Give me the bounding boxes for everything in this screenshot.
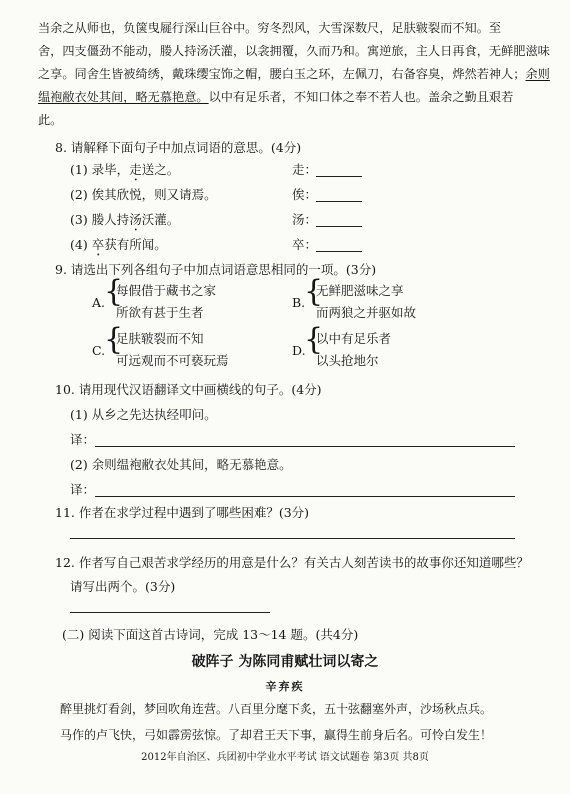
q8-item-2 <box>70 185 217 203</box>
q8-answer-blank-4[interactable] <box>316 251 362 252</box>
poem-line-1: 醉里挑灯看剑，梦回吹角连营。八百里分麾下炙，五十弦翻塞外声，沙场秋点兵。 <box>60 702 493 716</box>
q9-option-a-label[interactable]: A. <box>92 295 106 310</box>
q9-option-a-brace: { <box>104 274 124 309</box>
q9-option-d-label[interactable]: D. <box>292 343 306 358</box>
q8-key-1: 走： <box>292 162 318 177</box>
q10-stem: 10. 请用现代汉语翻译文中画横线的句子。(4分) <box>55 382 322 397</box>
q12-stem-2: 请写出两个。(3分) <box>70 579 176 594</box>
passage-line-2: 舍，四支僵劲不能动，媵人持汤沃灌，以衾拥覆，久而乃和。寓逆旅，主人日再食，无鲜肥滋味 <box>38 44 550 58</box>
q9-option-a-line2: 所欲有甚于生者 <box>116 305 204 320</box>
poem-line-2: 马作的卢飞快，弓如霹雳弦惊。了却君王天下事，赢得生前身后名。可怜白发生！ <box>60 728 493 742</box>
q8-item-1 <box>70 160 179 184</box>
q11-stem: 11. 作者在求学过程中遇到了哪些困难？(3分) <box>55 505 310 520</box>
q10-sentence-2: (2) 余则缊袍敝衣处其间，略无慕艳意。 <box>70 457 292 472</box>
q8-item-3-pre: (3) 媵人持 <box>70 212 130 227</box>
passage-line-3-text: 之享。同舍生皆被绮绣，戴珠缨宝饰之帽，腰白玉之环，左佩刀，右备容臭，烨然若神人； <box>38 67 526 81</box>
q8-stem: 8. 请解释下面句子中加点词语的意思。(4分) <box>55 140 302 155</box>
q10-sentence-1: (1) 从乡之先达执经叩问。 <box>70 407 217 422</box>
q8-item-4 <box>70 235 167 259</box>
q9-option-c-label[interactable]: C. <box>92 343 106 358</box>
q8-item-4-dotted: 卒 <box>91 237 105 252</box>
q9-option-d-brace: { <box>304 322 324 357</box>
q9-option-b-line1: 无鲜肥滋味之享 <box>316 283 404 298</box>
q9-stem: 9. 请选出下列各组句子中加点词语意思相同的一项。(3分) <box>55 262 377 277</box>
q11-answer-line[interactable] <box>70 538 515 539</box>
q8-key-3: 汤： <box>292 212 318 227</box>
q8-item-2-text: (2) 俟其欣悦，则又请焉。 <box>70 187 217 202</box>
q12-stem: 12. 作者写自己艰苦求学经历的用意是什么？有关古人刻苦读书的故事你还知道哪些？ <box>55 555 529 570</box>
q9-option-b-brace: { <box>304 274 324 309</box>
q10-answer-line-1[interactable] <box>95 446 515 447</box>
q9-option-c-line1: 足肤皲裂而不知 <box>116 331 204 346</box>
q8-item-1-pre: (1) 录毕， <box>70 162 130 177</box>
page-footer: 2012年自治区、兵团初中学业水平考试 语文试题卷 第3页 共8页 <box>141 752 429 763</box>
q8-item-3 <box>70 210 179 234</box>
q12-answer-line[interactable] <box>70 612 270 613</box>
q10-yi-label-1: 译： <box>70 432 96 447</box>
q9-option-c-brace: { <box>104 322 124 357</box>
q8-item-1-post: 送之。 <box>141 162 180 177</box>
q10-yi-label-2: 译： <box>70 482 96 497</box>
passage-line-3 <box>38 66 550 83</box>
q8-key-4: 卒： <box>292 237 318 252</box>
q8-key-2: 俟： <box>292 187 318 202</box>
passage-line-1: 当余之从师也，负箧曳屣行深山巨谷中。穷冬烈风，大雪深数尺，足肤皲裂而不知。至 <box>38 21 502 35</box>
q8-answer-blank-2[interactable] <box>316 201 362 202</box>
poem-title: 破阵子 为陈同甫赋壮词以寄之 <box>191 654 379 670</box>
section2-intro: (二) 阅读下面这首古诗词，完成 13～14 题。(共4分) <box>62 627 359 642</box>
q9-option-d-line1: 以中有足乐者 <box>316 331 392 346</box>
q8-answer-blank-1[interactable] <box>316 176 362 177</box>
q9-option-d-line2: 以头抢地尔 <box>316 353 379 368</box>
q8-item-3-post: 沃灌。 <box>141 212 180 227</box>
passage-line-4 <box>38 89 513 106</box>
q9-option-c-line2: 可远观而不可亵玩焉 <box>116 353 229 368</box>
q8-item-1-dotted: 走 <box>129 162 142 177</box>
poem-author: 辛弃疾 <box>265 680 305 693</box>
q10-answer-line-2[interactable] <box>95 496 515 497</box>
q8-item-4-pre: (4) <box>70 237 92 252</box>
passage-line-4-text: 以中有足乐者，不知口体之奉不若人也。盖余之勤且艰若 <box>208 90 514 104</box>
q8-answer-blank-3[interactable] <box>316 226 362 227</box>
q9-option-a-line1: 每假借于藏书之家 <box>116 283 217 298</box>
q8-item-3-dotted: 汤 <box>129 212 142 227</box>
q8-item-4-post: 获有所闻。 <box>104 237 167 252</box>
q9-option-b-label[interactable]: B. <box>292 295 306 310</box>
passage-line-5: 此。 <box>38 113 63 127</box>
q9-option-b-line2: 而两狼之并驱如故 <box>316 305 417 320</box>
passage-line-4-underlined: 缊袍敝衣处其间，略无慕艳意。 <box>38 90 209 104</box>
passage-line-3-underlined: 余则 <box>525 67 550 81</box>
